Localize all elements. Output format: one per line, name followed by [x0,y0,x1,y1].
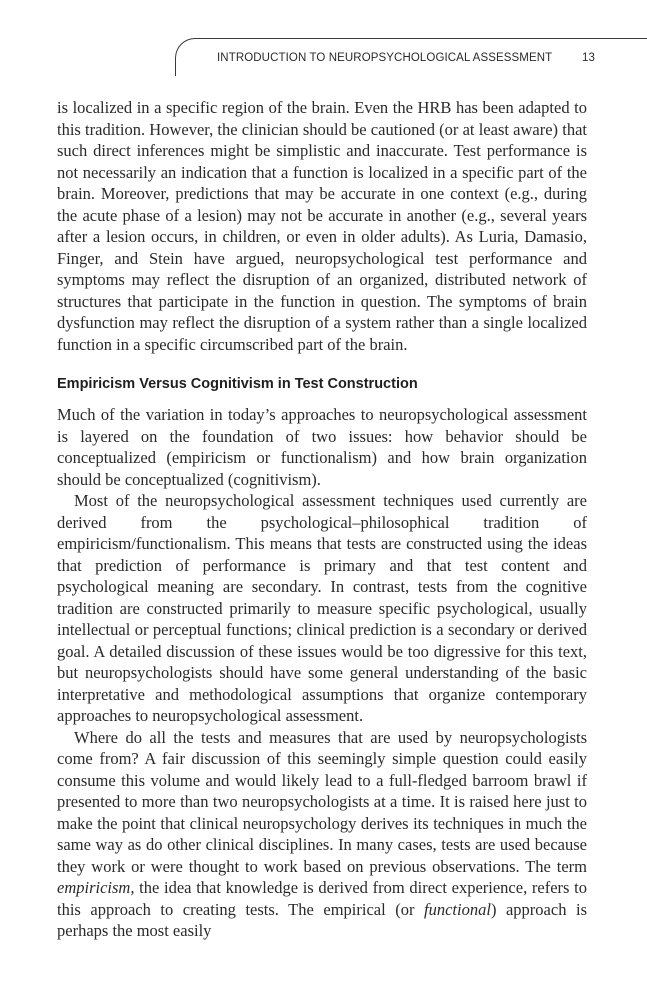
running-head-title: INTRODUCTION TO NEUROPSYCHOLOGICAL ASSESSMENT [217,52,553,64]
section-heading: Empiricism Versus Cognitivism in Test Construction [57,376,418,392]
paragraph-continued: is localized in a specific region of the brain. Even the HRB has been adapted to this tradition. However, the clinician should be cautioned (or at least aware) that such direct inferences might be simplistic and inaccurate. Test performance is not necessarily an indication that a function is localized in a specific part of the brain. Moreover, predictions that may be accurate in one context (e.g., during the acute phase of a lesion) may not be accurate in another (e.g., several years after a lesion occurs, in children, or even in older adults). As Luria, Damasio, Finger, and Stein have argued, neuropsychological test performance and symptoms may reflect the disruption of an organized, distributed network of structures that participate in the function in question. The symptoms of brain dysfunction may reflect the disruption of a system rather than a single localized function in a specific circumscribed part of the brain. [57,98,587,354]
term-functional: functional [424,899,491,919]
paragraph-text: ) approach is perhaps the most easily [57,899,587,940]
running-head [217,52,595,64]
page-number: 13 [582,52,595,64]
paragraph-text: Where do all the tests and measures that are used by neuropsychologists come from? A fair discussion of this seemingly simple question could easily consume this volume and would likely lead to a full-fledged barroom brawl if presented to more than two neuropsychologists at a time. It is raised here just to make the point that clinical neuropsychology derives its techniques in much the same way as do other clinical disciplines. In many cases, tests are used because they work or were thought to work based on previous observations. The term [57,727,587,876]
paragraph-variation: Much of the variation in today’s approaches to neuropsychological assessment is layered on the foundation of two issues: how behavior should be conceptualized (empiricism or functionalism) and how brain organization should be conceptualized (cognitivism). [57,405,587,489]
paragraph-text: the idea that knowledge is derived from direct experience, refers to this approach to creating tests. The empirical (or [57,878,587,919]
paragraph-empiricism-functionalism: Most of the neuropsychological assessment techniques used currently are derived from the psychological–philosophical tradition of empiricism/functionalism. This means that tests are constructed using the ideas that prediction of performance is primary and that test content and psychological meaning are secondary. In contrast, tests from the cognitive tradition are constructed primarily to measure specific psychological, usually intellectual or perceptual functions; clinical prediction is a secondary or derived goal. A detailed discussion of these issues would be too digressive for this text, but neuropsychologists should have some general understanding of the basic interpretative and methodological assumptions that organize contemporary approaches to neuropsychological assessment. [57,491,587,725]
page-body [57,97,587,942]
paragraph-test-origins [57,727,587,942]
term-empiricism: empiricism, [57,878,135,897]
